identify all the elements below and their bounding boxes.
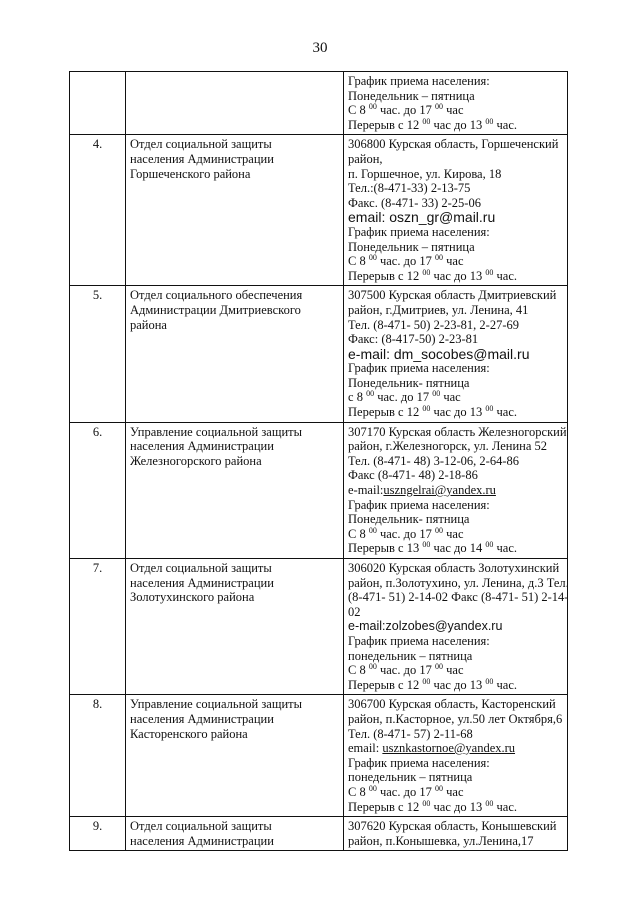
schedule-weekdays: Понедельник- пятница xyxy=(348,512,470,527)
address-line: п. Горшечное, ул. Кирова, 18 xyxy=(348,166,502,181)
departments-table xyxy=(69,71,568,851)
fax-line: Факс. (8-471- 33) 2-25-06 xyxy=(348,195,481,210)
row-number-cell: 9. xyxy=(70,817,126,851)
schedule-title: График приема населения: xyxy=(348,361,490,376)
department-name-cell: Управление социальной защиты населения Администрации Железногорского района xyxy=(126,422,344,558)
phone-line: 02 xyxy=(348,604,361,619)
schedule-hours: С 8 $^{00}$ час. до 17 $^{00}$ час xyxy=(348,525,464,541)
schedule-hours: С 8 $^{00}$ час. до 17 $^{00}$ час xyxy=(348,662,464,678)
email-line[interactable]: e-mail:zolzobes@yandex.ru xyxy=(348,619,503,634)
phone-line: Тел. (8-471- 50) 2-23-81, 2-27-69 xyxy=(348,317,519,332)
address-line: район, г.Железногорск, ул. Ленина 52 xyxy=(348,439,548,454)
contact-info-cell xyxy=(344,695,568,817)
schedule-title: График приема населения: xyxy=(348,224,490,239)
schedule-title: График приема населения: xyxy=(348,74,490,88)
fax-line: Факс (8-471- 48) 2-18-86 xyxy=(348,468,478,483)
table-row xyxy=(70,422,568,558)
department-name-cell xyxy=(126,72,344,135)
address-line: район, п.Золотухино, ул. Ленина, д.3 Тел. xyxy=(348,575,569,590)
contact-info-cell xyxy=(344,135,568,286)
schedule-break: Перерыв с 12 $^{00}$ час до 13 $^{00}$ час. xyxy=(348,404,517,420)
department-name-cell: Управление социальной защиты населения Администрации Касторенского района xyxy=(126,695,344,817)
row-number-cell: 4. xyxy=(70,135,126,286)
table-row xyxy=(70,286,568,422)
address-line: район, п.Конышевка, ул.Ленина,17 xyxy=(348,833,534,848)
schedule-weekdays: понедельник – пятница xyxy=(348,770,473,785)
schedule-break: Перерыв с 12 $^{00}$ час до 13 $^{00}$ час. xyxy=(348,676,517,692)
table-row xyxy=(70,695,568,817)
department-name-cell: Отдел социальной защиты населения Администрации Горшеченского района xyxy=(126,135,344,286)
address-line: 306020 Курская область Золотухинский xyxy=(348,561,560,575)
address-line: 307620 Курская область, Конышевский xyxy=(348,819,557,834)
table-row xyxy=(70,817,568,851)
email-line: email: usznkastornoe@yandex.ru xyxy=(348,741,516,756)
address-line: район, п.Касторное, ул.50 лет Октября,6 xyxy=(348,711,563,726)
email-line[interactable]: email: oszn_gr@mail.ru xyxy=(348,209,496,226)
row-number-cell: 8. xyxy=(70,695,126,817)
schedule-title: График приема населения: xyxy=(348,497,490,512)
phone-line: Тел. (8-471- 57) 2-11-68 xyxy=(348,726,473,741)
schedule-break: Перерыв с 12 $^{00}$ час до 13 $^{00}$ час. xyxy=(348,267,517,283)
department-name-cell: Отдел социальной защиты населения Администрации Золотухинского района xyxy=(126,559,344,695)
table-row xyxy=(70,135,568,286)
schedule-weekdays: понедельник – пятница xyxy=(348,648,473,663)
schedule-title: График приема населения: xyxy=(348,755,490,770)
schedule-break: Перерыв с 12 $^{00}$ час до 13 $^{00}$ час. xyxy=(348,798,517,814)
phone-line: (8-471- 51) 2-14-02 Факс (8-471- 51) 2-14- xyxy=(348,590,569,605)
page-number: 30 xyxy=(312,40,328,56)
email-link[interactable]: usznkastornoe@yandex.ru xyxy=(382,741,516,756)
department-name-cell: Отдел социального обеспечения Администрации Дмитриевского района xyxy=(126,286,344,422)
schedule-title: График приема населения: xyxy=(348,633,490,648)
schedule-hours: С 8 $^{00}$ час. до 17 $^{00}$ час xyxy=(348,783,464,799)
email-line[interactable]: e-mail: dm_socobes@mail.ru xyxy=(348,345,530,362)
address-line: 307500 Курская область Дмитриевский xyxy=(348,288,557,303)
phone-line: Тел.:(8-471-33) 2-13-75 xyxy=(348,181,471,196)
table-row xyxy=(70,72,568,135)
schedule-break: Перерыв с 12 $^{00}$ час до 13 $^{00}$ час. xyxy=(348,116,517,132)
email-link[interactable]: uszngelrai@yandex.ru xyxy=(383,483,496,498)
address-line: 306700 Курская область, Касторенский xyxy=(348,697,556,712)
table-row xyxy=(70,559,568,695)
address-line: район, г.Дмитриев, ул. Ленина, 41 xyxy=(348,302,529,317)
schedule-weekdays: Понедельник – пятница xyxy=(348,239,475,254)
schedule-weekdays: Понедельник – пятница xyxy=(348,88,475,103)
schedule-hours: С 8 $^{00}$ час. до 17 $^{00}$ час xyxy=(348,102,464,118)
schedule-hours: с 8 $^{00}$ час. до 17 $^{00}$ час xyxy=(348,389,461,405)
contact-info-cell xyxy=(344,559,568,695)
row-number-cell: 7. xyxy=(70,559,126,695)
row-number-cell xyxy=(70,72,126,135)
address-line: район, xyxy=(348,151,383,166)
row-number-cell: 5. xyxy=(70,286,126,422)
contact-info-cell xyxy=(344,72,568,135)
phone-line: Тел. (8-471- 48) 3-12-06, 2-64-86 xyxy=(348,453,519,468)
row-number-cell: 6. xyxy=(70,422,126,558)
address-line: 307170 Курская область Железногорский xyxy=(348,424,567,439)
email-line: e-mail:uszngelrai@yandex.ru xyxy=(348,483,496,498)
address-line: 306800 Курская область, Горшеченский xyxy=(348,137,559,152)
schedule-break: Перерыв с 13 $^{00}$ час до 14 $^{00}$ час. xyxy=(348,540,517,556)
contact-info-cell xyxy=(344,286,568,422)
contact-info-cell xyxy=(344,422,568,558)
contact-info-cell xyxy=(344,817,568,851)
schedule-weekdays: Понедельник- пятница xyxy=(348,375,470,390)
schedule-hours: С 8 $^{00}$ час. до 17 $^{00}$ час xyxy=(348,253,464,269)
department-name-cell: Отдел социальной защиты населения Администрации xyxy=(126,817,344,851)
fax-line: Факс: (8-417-50) 2-23-81 xyxy=(348,332,479,347)
